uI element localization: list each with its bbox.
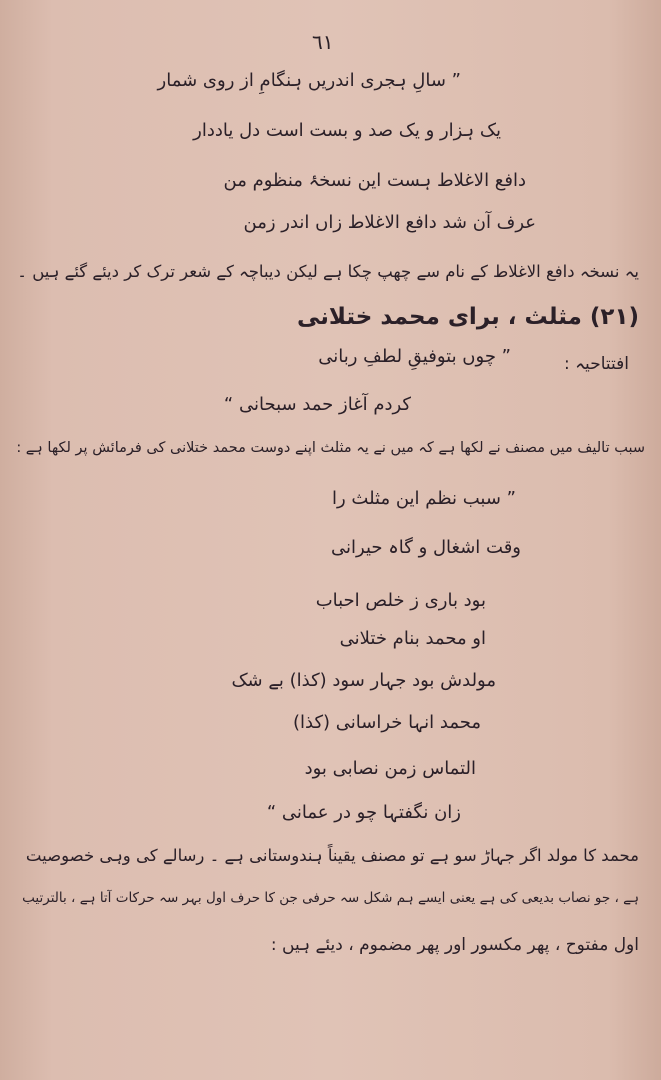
verse-line-3: دافع الاغلاط ہست این نسخۂ منظوم من bbox=[223, 170, 526, 191]
prose-line-3: محمد کا مولد اگر جہاڑ سو ہے تو مصنف یقیناً ہندوستانی ہے ۔ رسالے کی وہی خصوصیت bbox=[25, 846, 639, 865]
prose-line-2: سبب تالیف میں مصنف نے لکھا ہے کہ میں نے یہ مثلث اپنے دوست محمد ختلانی کی فرمائش پر لکھا ہے : bbox=[16, 440, 645, 456]
verse-line-6: وقت اشغال و گاہ حیرانی bbox=[331, 537, 521, 558]
verse-line-10: محمد انہا خراسانی (کذا) bbox=[292, 712, 481, 733]
prose-line-4: ہے ، جو نصاب بدیعی کی ہے یعنی ایسے ہم شکل سہ حرفی جن کا حرف اول بہر سہ حرکات آتا ہے ، بالترتیب bbox=[22, 890, 639, 906]
verse-line-5: ” سبب نظم این مثلث را bbox=[332, 488, 516, 509]
section-heading: (۲۱) مثلث ، برای محمد ختلانی bbox=[296, 304, 639, 330]
verse-line-2: یک ہزار و یک صد و بست است دل یاددار bbox=[193, 120, 501, 141]
verse-line-9: مولدش بود جہار سود (کذا) بے شک bbox=[231, 670, 496, 691]
verse-line-12: زان نگفتہا چو در عمانی “ bbox=[266, 802, 461, 823]
opening-verse-2: کردم آغاز حمد سبحانی “ bbox=[223, 394, 411, 415]
opening-verse-1: ” چوں بتوفیقِ لطفِ ربانی bbox=[318, 346, 511, 367]
opening-label: افتتاحیہ : bbox=[563, 354, 629, 374]
verse-line-7: بود باری ز خلص احباب bbox=[315, 590, 486, 611]
prose-line-1: یہ نسخہ دافع الاغلاط کے نام سے چھپ چکا ہے لیکن دیباچہ کے شعر ترک کر دیئے گئے ہیں ۔ bbox=[17, 262, 639, 281]
verse-line-11: التماس زمن نصابی بود bbox=[304, 758, 476, 779]
prose-line-5: اول مفتوح ، پھر مکسور اور پھر مضموم ، دیئے ہیں : bbox=[270, 935, 639, 955]
verse-line-4: عرف آن شد دافع الاغلاط زاں اندر زمن bbox=[243, 212, 536, 233]
page-number: ٦١ bbox=[312, 30, 334, 54]
verse-line-1: ” سالِ ہجری اندریں ہنگامِ از روی شمار bbox=[157, 70, 461, 91]
verse-line-8: او محمد بنام ختلانی bbox=[339, 628, 486, 649]
